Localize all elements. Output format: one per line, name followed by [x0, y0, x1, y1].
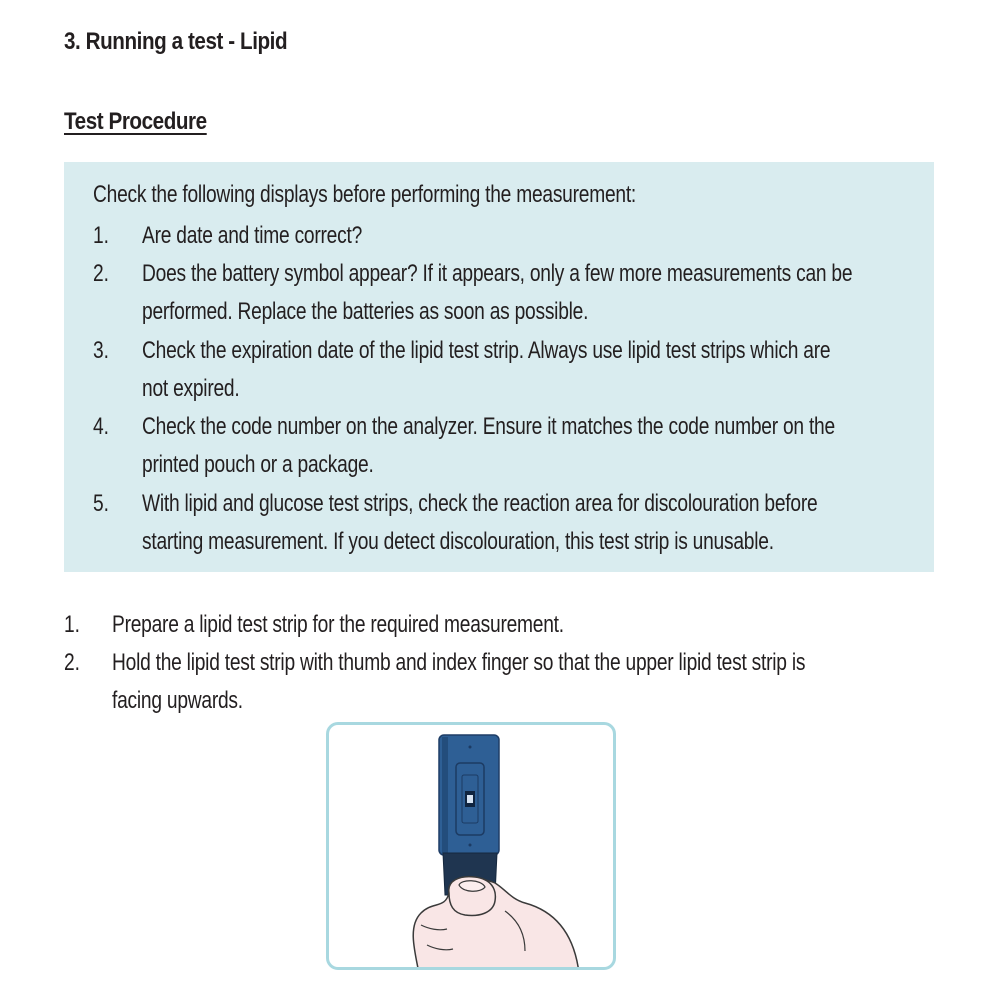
- step-2-text-line2: facing upwards.: [112, 687, 243, 714]
- procedure-title: Test Procedure: [64, 108, 207, 135]
- step-1-number: 1.: [64, 611, 81, 638]
- checklist-item-5-text-line2: starting measurement. If you detect discolouration, this test strip is unusable.: [142, 528, 774, 555]
- checklist-item-4-text-line1: Check the code number on the analyzer. Ensure it matches the code number on the: [142, 413, 835, 440]
- checklist-item-2-text-line1: Does the battery symbol appear? If it appears, only a few more measurements can be: [142, 260, 853, 287]
- checklist-item-5-text-line1: With lipid and glucose test strips, check the reaction area for discolouration before: [142, 490, 818, 517]
- checklist-intro: Check the following displays before performing the measurement:: [93, 181, 637, 208]
- hand-holding-test-strip-illustration: [329, 725, 616, 970]
- reaction-area-pad: [467, 795, 473, 803]
- step-2-number: 2.: [64, 649, 81, 676]
- strip-bottom-marker: [469, 844, 472, 847]
- step-2-text-line1: Hold the lipid test strip with thumb and index finger so that the upper lipid test strip is: [112, 649, 806, 676]
- checklist-item-1-number: 1.: [93, 222, 110, 249]
- pre-check-box: [64, 162, 934, 572]
- section-title: 3. Running a test - Lipid: [64, 28, 288, 55]
- checklist-item-5-number: 5.: [93, 490, 110, 517]
- checklist-item-4-text-line2: printed pouch or a package.: [142, 451, 374, 478]
- hand-shape: [413, 879, 579, 970]
- checklist-item-2-number: 2.: [93, 260, 110, 287]
- checklist-item-3-text-line1: Check the expiration date of the lipid test strip. Always use lipid test strips which are: [142, 337, 831, 364]
- checklist-item-3-text-line2: not expired.: [142, 375, 240, 402]
- checklist-item-1-text: Are date and time correct?: [142, 222, 363, 249]
- test-strip-edge: [442, 737, 448, 853]
- checklist-item-3-number: 3.: [93, 337, 110, 364]
- test-strip-illustration-frame: [326, 722, 616, 970]
- step-1-text: Prepare a lipid test strip for the required measurement.: [112, 611, 564, 638]
- strip-top-marker: [469, 746, 472, 749]
- checklist-item-2-text-line2: performed. Replace the batteries as soon as possible.: [142, 298, 589, 325]
- checklist-item-4-number: 4.: [93, 413, 110, 440]
